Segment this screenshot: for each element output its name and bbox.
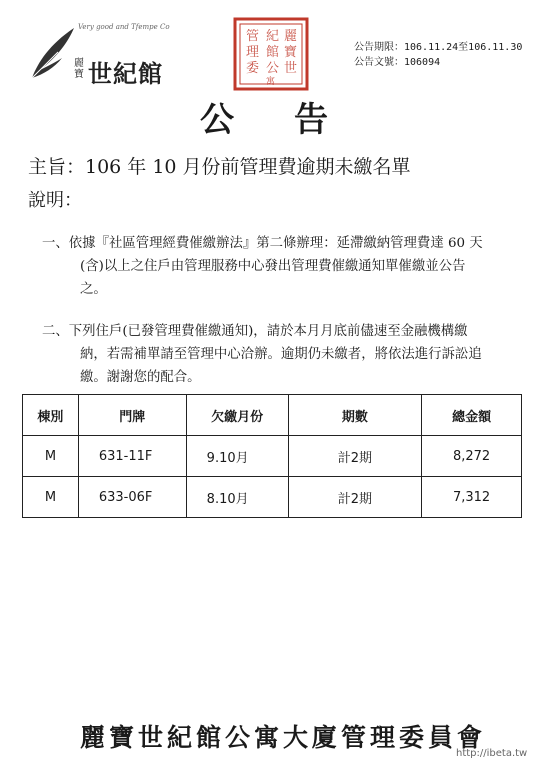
cell-building: M <box>23 436 79 477</box>
notice-doc-label: 公告文號： <box>354 57 404 68</box>
cell-unit: 631-11F <box>78 436 186 477</box>
official-seal-stamp <box>232 16 310 92</box>
logo-script-text: Very good and Tfempe Co <box>78 23 170 31</box>
svg-text:世: 世 <box>284 61 298 76</box>
svg-text:理: 理 <box>246 45 260 60</box>
paragraph-line: 繳。謝謝您的配合。 <box>80 370 201 385</box>
svg-text:紀: 紀 <box>266 29 280 44</box>
svg-text:寓: 寓 <box>266 77 276 87</box>
svg-text:委: 委 <box>246 61 260 76</box>
col-header-months: 欠繳月份 <box>186 395 288 436</box>
paragraph-1 <box>42 232 483 301</box>
col-header-periods: 期數 <box>288 395 422 436</box>
cell-unit: 633-06F <box>78 477 186 518</box>
paragraph-line: 之。 <box>80 282 107 297</box>
notice-doc-value: 106094 <box>404 57 441 68</box>
svg-text:麗: 麗 <box>284 29 298 44</box>
svg-text:館: 館 <box>266 45 280 60</box>
cell-months: 9.10月 <box>186 436 288 477</box>
logo <box>28 18 188 88</box>
paragraph-line: 二、下列住戶(已發管理費催繳通知)，請於本月月底前儘速至金融機構繳 <box>42 324 468 339</box>
notice-period-row <box>354 40 522 55</box>
notice-meta <box>354 40 522 70</box>
notice-period-value: 106.11.24至106.11.30 <box>404 42 523 53</box>
paragraph-line: 一、依據『社區管理經費催繳辦法』第二條辦理：延滯繳納管理費達 60 天 <box>42 236 483 251</box>
cell-total: 7,312 <box>422 477 522 518</box>
col-header-total: 總金額 <box>422 395 522 436</box>
col-header-building: 棟別 <box>23 395 79 436</box>
table-header-row <box>23 395 522 436</box>
cell-total: 8,272 <box>422 436 522 477</box>
paragraph-2 <box>42 320 482 389</box>
cell-building: M <box>23 477 79 518</box>
notice-doc-row <box>354 55 522 70</box>
notice-period-label: 公告期限： <box>354 42 404 53</box>
cell-periods: 計2期 <box>288 477 422 518</box>
subject-line: 主旨：106 年 10 月份前管理費逾期未繳名單 <box>28 156 411 178</box>
paragraph-line: 納，若需補單請至管理中心洽辦。逾期仍未繳者，將依法進行訴訟追 <box>80 347 482 362</box>
cell-periods: 計2期 <box>288 436 422 477</box>
svg-text:公: 公 <box>266 61 280 76</box>
col-header-unit: 門牌 <box>78 395 186 436</box>
watermark-text: http://ibeta.tw <box>456 748 528 759</box>
overdue-units-table <box>22 394 522 518</box>
svg-text:管: 管 <box>246 29 260 44</box>
issuer-footer: 麗寶世紀館公寓大廈管理委員會 <box>80 723 487 752</box>
cell-months: 8.10月 <box>186 477 288 518</box>
paragraph-line: (含)以上之住戶由管理服務中心發出管理費催繳通知單催繳並公告 <box>80 259 466 274</box>
explanation-label: 說明： <box>28 190 82 211</box>
page-title: 公告 <box>200 100 388 140</box>
svg-text:寶: 寶 <box>284 45 298 60</box>
logo-brand-text: 世紀館 <box>88 59 163 88</box>
table-row <box>23 436 522 477</box>
logo-small-text: 麗寶 <box>74 58 84 80</box>
feather-logo-icon <box>28 26 78 82</box>
table-row <box>23 477 522 518</box>
